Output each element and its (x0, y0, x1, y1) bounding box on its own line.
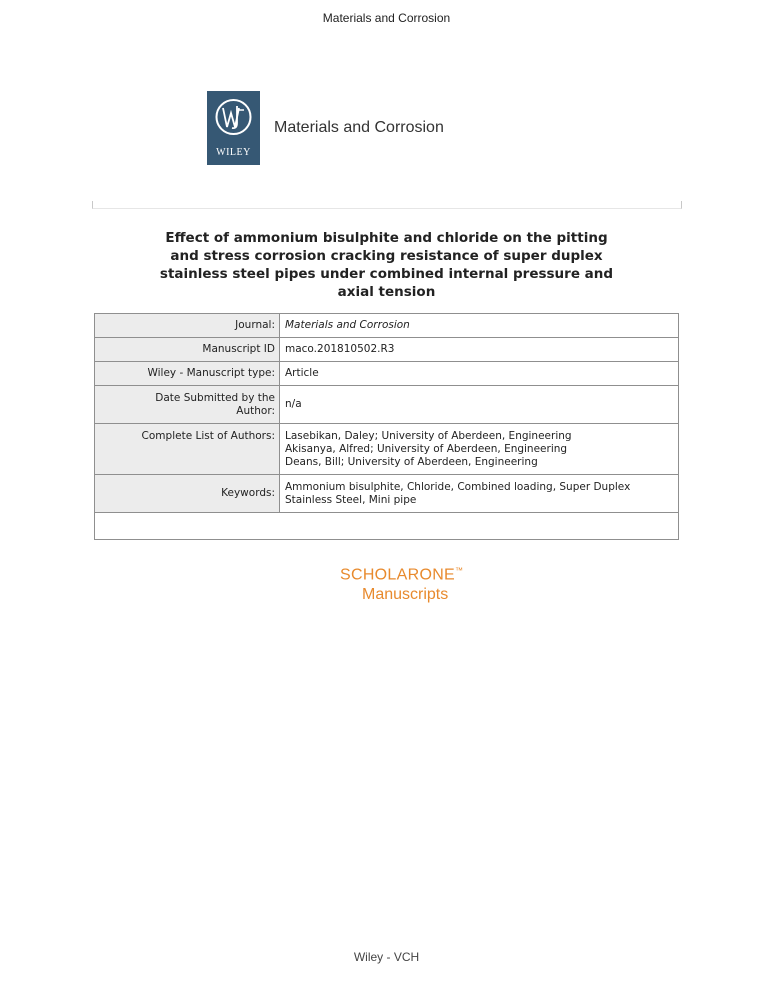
wiley-seal-icon (213, 97, 254, 141)
table-row (95, 362, 679, 386)
journal-banner (207, 91, 444, 165)
keywords-label: Keywords: (95, 475, 280, 513)
manuscript-id-value: maco.201810502.R3 (280, 338, 679, 362)
table-row (95, 513, 679, 540)
journal-value: Materials and Corrosion (280, 314, 679, 338)
title-line: stainless steel pipes under combined internal pressure and (159, 266, 614, 282)
authors-label: Complete List of Authors: (95, 424, 280, 475)
paper-title (150, 229, 623, 301)
manuscript-type-label: Wiley - Manuscript type: (95, 362, 280, 386)
table-row (95, 424, 679, 475)
manuscript-id-label: Manuscript ID (95, 338, 280, 362)
running-footer: Wiley - VCH (353, 950, 420, 964)
wiley-logo (207, 91, 260, 165)
title-line: and stress corrosion cracking resistance of super duplex (170, 248, 603, 264)
date-label-line: Author: (236, 404, 275, 417)
author-entry: Akisanya, Alfred; University of Aberdeen, Engineering (285, 443, 568, 455)
table-row (95, 314, 679, 338)
trademark-mark: ™ (455, 566, 464, 575)
date-label-line: Date Submitted by the (155, 391, 275, 404)
wiley-wordmark: WILEY (216, 147, 251, 158)
title-line: axial tension (337, 284, 436, 300)
authors-value (280, 424, 679, 475)
keywords-value (280, 475, 679, 513)
scholarone-wordmark (340, 566, 463, 584)
journal-label: Journal: (95, 314, 280, 338)
running-header: Materials and Corrosion (322, 11, 451, 25)
date-submitted-value: n/a (280, 386, 679, 424)
author-entry: Lasebikan, Daley; University of Aberdeen, Engineering (285, 430, 572, 442)
scholarone-manuscripts: Manuscripts (362, 586, 449, 604)
manuscript-type-value: Article (280, 362, 679, 386)
empty-row (95, 513, 679, 540)
table-row (95, 338, 679, 362)
scholarone-one: ONE (419, 566, 456, 584)
manuscript-info-table (94, 313, 679, 540)
table-row (95, 386, 679, 424)
scholarone-logo (340, 566, 463, 604)
author-entry: Deans, Bill; University of Aberdeen, Engineering (285, 456, 538, 468)
table-row (95, 475, 679, 513)
keywords-line: Stainless Steel, Mini pipe (285, 493, 417, 506)
title-line: Effect of ammonium bisulphite and chloride on the pitting (165, 230, 608, 246)
keywords-line: Ammonium bisulphite, Chloride, Combined loading, Super Duplex (285, 480, 631, 493)
date-submitted-label (95, 386, 280, 424)
journal-name: Materials and Corrosion (274, 119, 444, 136)
title-divider (92, 201, 682, 209)
scholarone-scholar: SCHOLAR (340, 566, 420, 584)
